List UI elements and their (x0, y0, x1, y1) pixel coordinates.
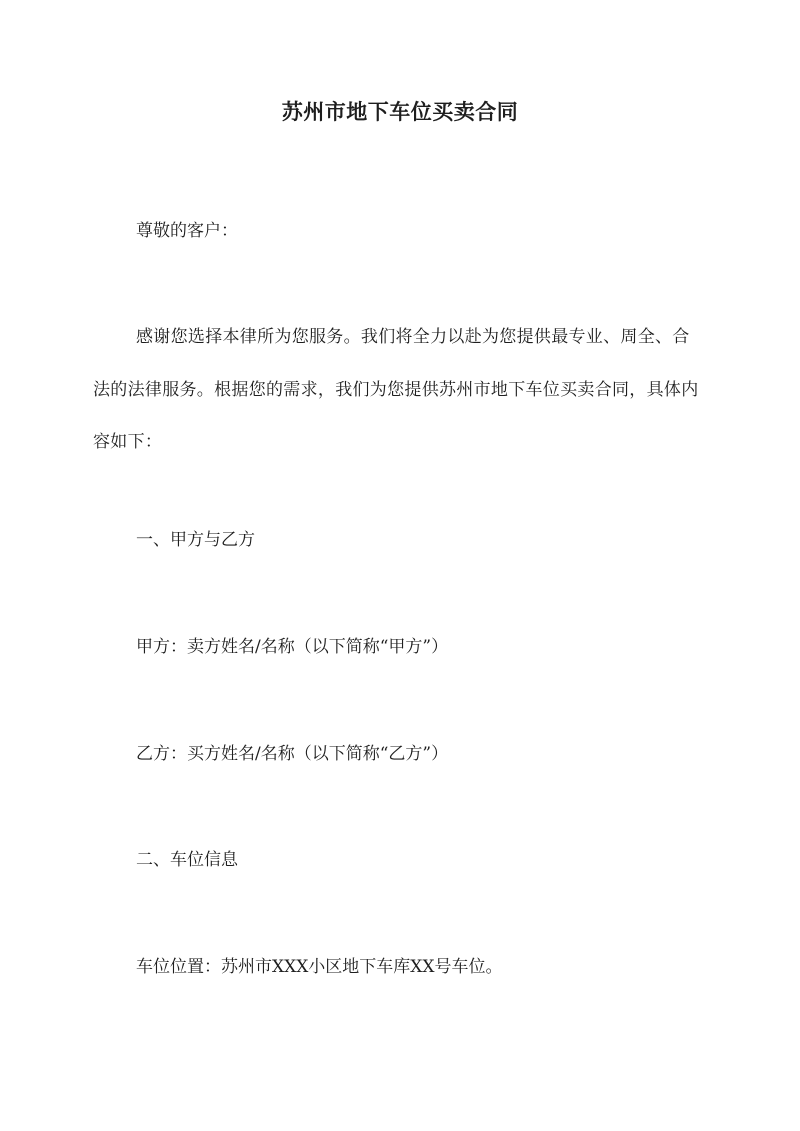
intro-paragraph: 感谢您选择本律所为您服务。我们将全力以赴为您提供最专业、周全、合法的法律服务。根据您的需求，我们为您提供苏州市地下车位买卖合同，具体内容如下： (93, 327, 699, 452)
party-a-line: 甲方：卖方姓名/名称（以下简称“甲方”） (136, 637, 449, 657)
section-heading-parking: 二、车位信息 (136, 850, 238, 870)
greeting: 尊敬的客户： (136, 221, 238, 241)
parking-location-line: 车位位置：苏州市XXX小区地下车库XX号车位。 (136, 957, 503, 977)
party-b-line: 乙方：买方姓名/名称（以下简称“乙方”） (136, 744, 449, 764)
section-heading-parties: 一、甲方与乙方 (136, 530, 255, 550)
document-title: 苏州市地下车位买卖合同 (281, 99, 519, 124)
